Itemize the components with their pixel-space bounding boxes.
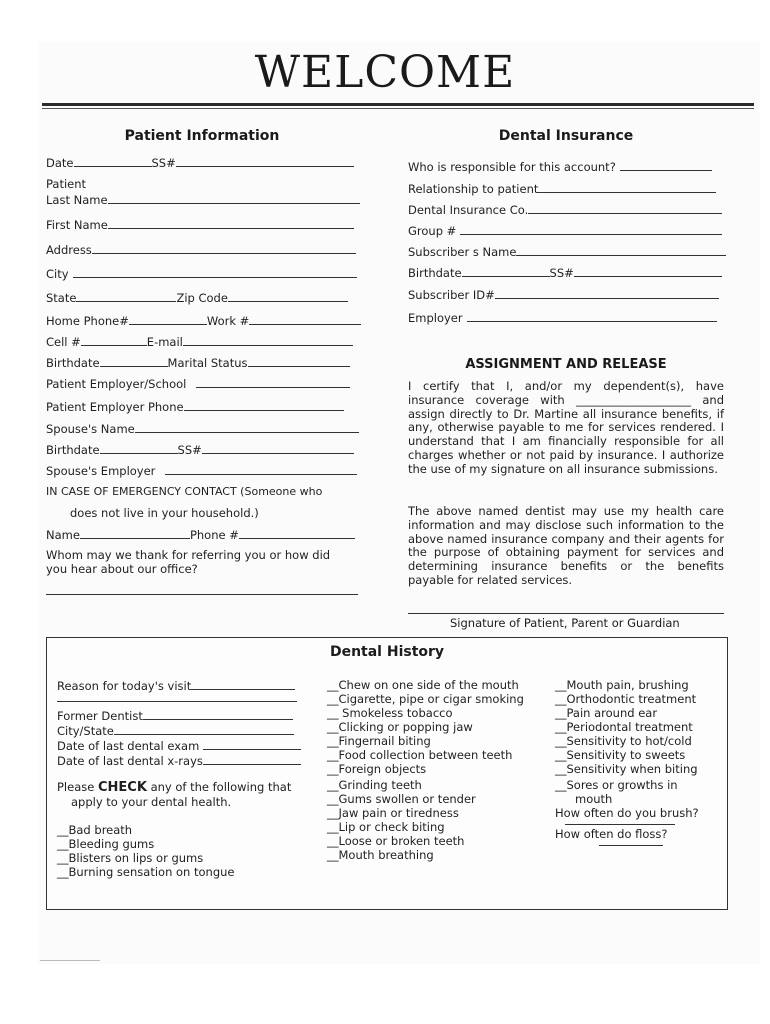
page-title: WELCOME: [254, 47, 516, 98]
check-fingernail[interactable]: __Fingernail biting: [327, 734, 431, 748]
subscriber-name-line[interactable]: Subscriber s Name: [408, 244, 726, 259]
check-sores[interactable]: __Sores or growths in: [555, 778, 678, 792]
check-orthodontic[interactable]: __Orthodontic treatment: [555, 692, 697, 706]
floss-question: How often do floss?: [555, 827, 668, 841]
check-hot-cold[interactable]: __Sensitivity to hot/cold: [555, 734, 692, 748]
relationship-line[interactable]: Relationship to patient: [408, 181, 716, 196]
brush-question: How often do you brush?: [555, 806, 699, 820]
referral-line-1: Whom may we thank for referring you or how did: [46, 548, 331, 562]
signature-label: Signature of Patient, Parent or Guardian: [450, 616, 680, 630]
city-line[interactable]: City: [46, 266, 357, 281]
employer-school-line[interactable]: Patient Employer/School: [46, 376, 350, 391]
check-bad-breath[interactable]: __Bad breath: [57, 823, 133, 837]
patient-label: Patient: [46, 177, 87, 191]
reason-line[interactable]: Reason for today's visit: [57, 678, 307, 693]
referral-line-2: you hear about our office?: [46, 562, 198, 576]
title-rule: [42, 103, 754, 106]
check-clicking-jaw[interactable]: __Clicking or popping jaw: [327, 720, 473, 734]
spouse-name-line[interactable]: Spouse's Name: [46, 421, 359, 436]
apply-line: apply to your dental health.: [71, 795, 232, 809]
check-foreign-objects[interactable]: __Foreign objects: [327, 762, 427, 776]
check-mouth-breathing[interactable]: __Mouth breathing: [327, 848, 434, 862]
title-rule-thin: [42, 108, 754, 109]
dental-insurance-heading: Dental Insurance: [498, 128, 634, 144]
emergency-heading-2: does not live in your household.): [70, 506, 259, 520]
first-name-line[interactable]: First Name: [46, 217, 354, 232]
insurance-co-line[interactable]: Dental Insurance Co.: [408, 202, 722, 217]
assignment-paragraph: I certify that I, and/or my dependent(s), have insurance coverage with ____________________ and assign directly to Dr. Martine all insurance benefits, if any, otherwise payable to me for services rendered. I understand that I am financially responsible for all charges whether or not paid by insurance. I authorize the use of my signature on all insurance submissions.: [408, 379, 724, 476]
check-food-collection[interactable]: __Food collection between teeth: [327, 748, 513, 762]
disclosure-paragraph: The above named dentist may use my health care information and may disclose such information to the above named insurance company and their agents for the purpose of obtaining payment for services and determining insurance benefits or the benefits payable for related services.: [408, 504, 724, 587]
check-blisters[interactable]: __Blisters on lips or gums: [57, 851, 204, 865]
check-mouth-pain[interactable]: __Mouth pain, brushing: [555, 678, 689, 692]
emergency-heading-1: IN CASE OF EMERGENCY CONTACT (Someone who: [46, 485, 323, 498]
birthdate-marital-line[interactable]: Birthdate Marital Status: [46, 355, 350, 370]
responsible-line[interactable]: Who is responsible for this account?: [408, 159, 712, 174]
check-smoking[interactable]: __Cigarette, pipe or cigar smoking: [327, 692, 524, 706]
employer-phone-line[interactable]: Patient Employer Phone: [46, 399, 344, 414]
employer-line[interactable]: Employer: [408, 310, 717, 325]
check-jaw-pain[interactable]: __Jaw pain or tiredness: [327, 806, 459, 820]
last-exam-line[interactable]: Date of last dental exam: [57, 738, 307, 753]
phone-line[interactable]: Home Phone# Work #: [46, 313, 361, 328]
address-line[interactable]: Address: [46, 242, 356, 257]
subscriber-id-line[interactable]: Subscriber ID#: [408, 287, 719, 302]
last-xrays-line[interactable]: Date of last dental x-rays: [57, 753, 307, 768]
former-dentist-line[interactable]: Former Dentist: [57, 708, 307, 723]
footer-mark: [40, 960, 100, 961]
date-line[interactable]: Date SS#: [46, 155, 354, 170]
history-column-3: [555, 678, 725, 846]
check-bleeding-gums[interactable]: __Bleeding gums: [57, 837, 155, 851]
check-biting[interactable]: __Sensitivity when biting: [555, 762, 698, 776]
emergency-name-line[interactable]: Name Phone #: [46, 527, 355, 542]
dental-history-box: [46, 637, 728, 910]
brush-answer-line[interactable]: [565, 824, 675, 825]
please-check-line: Please CHECK any of the following that: [57, 780, 292, 795]
state-zip-line[interactable]: State Zip Code: [46, 290, 348, 305]
check-loose-teeth[interactable]: __Loose or broken teeth: [327, 834, 465, 848]
floss-answer-line[interactable]: [599, 845, 663, 846]
reason-extra-line[interactable]: [57, 701, 297, 702]
subscriber-birthdate-line[interactable]: Birthdate SS#: [408, 265, 722, 280]
check-burning-tongue[interactable]: __Burning sensation on tongue: [57, 865, 235, 879]
check-lip-biting[interactable]: __Lip or check biting: [327, 820, 445, 834]
check-grinding[interactable]: __Grinding teeth: [327, 778, 422, 792]
referral-answer-line[interactable]: [46, 594, 358, 595]
check-gums-swollen[interactable]: __Gums swollen or tender: [327, 792, 476, 806]
city-state-line[interactable]: City/State: [57, 723, 307, 738]
history-column-2: [327, 678, 547, 862]
check-smokeless[interactable]: __ Smokeless tobacco: [327, 706, 453, 720]
patient-info-heading: Patient Information: [124, 128, 280, 144]
assignment-heading: ASSIGNMENT AND RELEASE: [465, 357, 667, 372]
cell-email-line[interactable]: Cell # E-mail: [46, 334, 353, 349]
spouse-birthdate-line[interactable]: Birthdate SS#: [46, 442, 354, 457]
last-name-line[interactable]: Last Name: [46, 192, 360, 207]
history-column-1: [57, 678, 307, 879]
check-periodontal[interactable]: __Periodontal treatment: [555, 720, 693, 734]
spouse-employer-line[interactable]: Spouse's Employer: [46, 463, 357, 478]
check-sweets[interactable]: __Sensitivity to sweets: [555, 748, 686, 762]
group-line[interactable]: Group #: [408, 223, 722, 238]
check-chew-one-side[interactable]: __Chew on one side of the mouth: [327, 678, 519, 692]
dental-history-heading: Dental History: [329, 644, 445, 660]
check-sores-cont: mouth: [575, 792, 613, 806]
signature-line[interactable]: [408, 613, 724, 614]
check-ear-pain[interactable]: __Pain around ear: [555, 706, 658, 720]
